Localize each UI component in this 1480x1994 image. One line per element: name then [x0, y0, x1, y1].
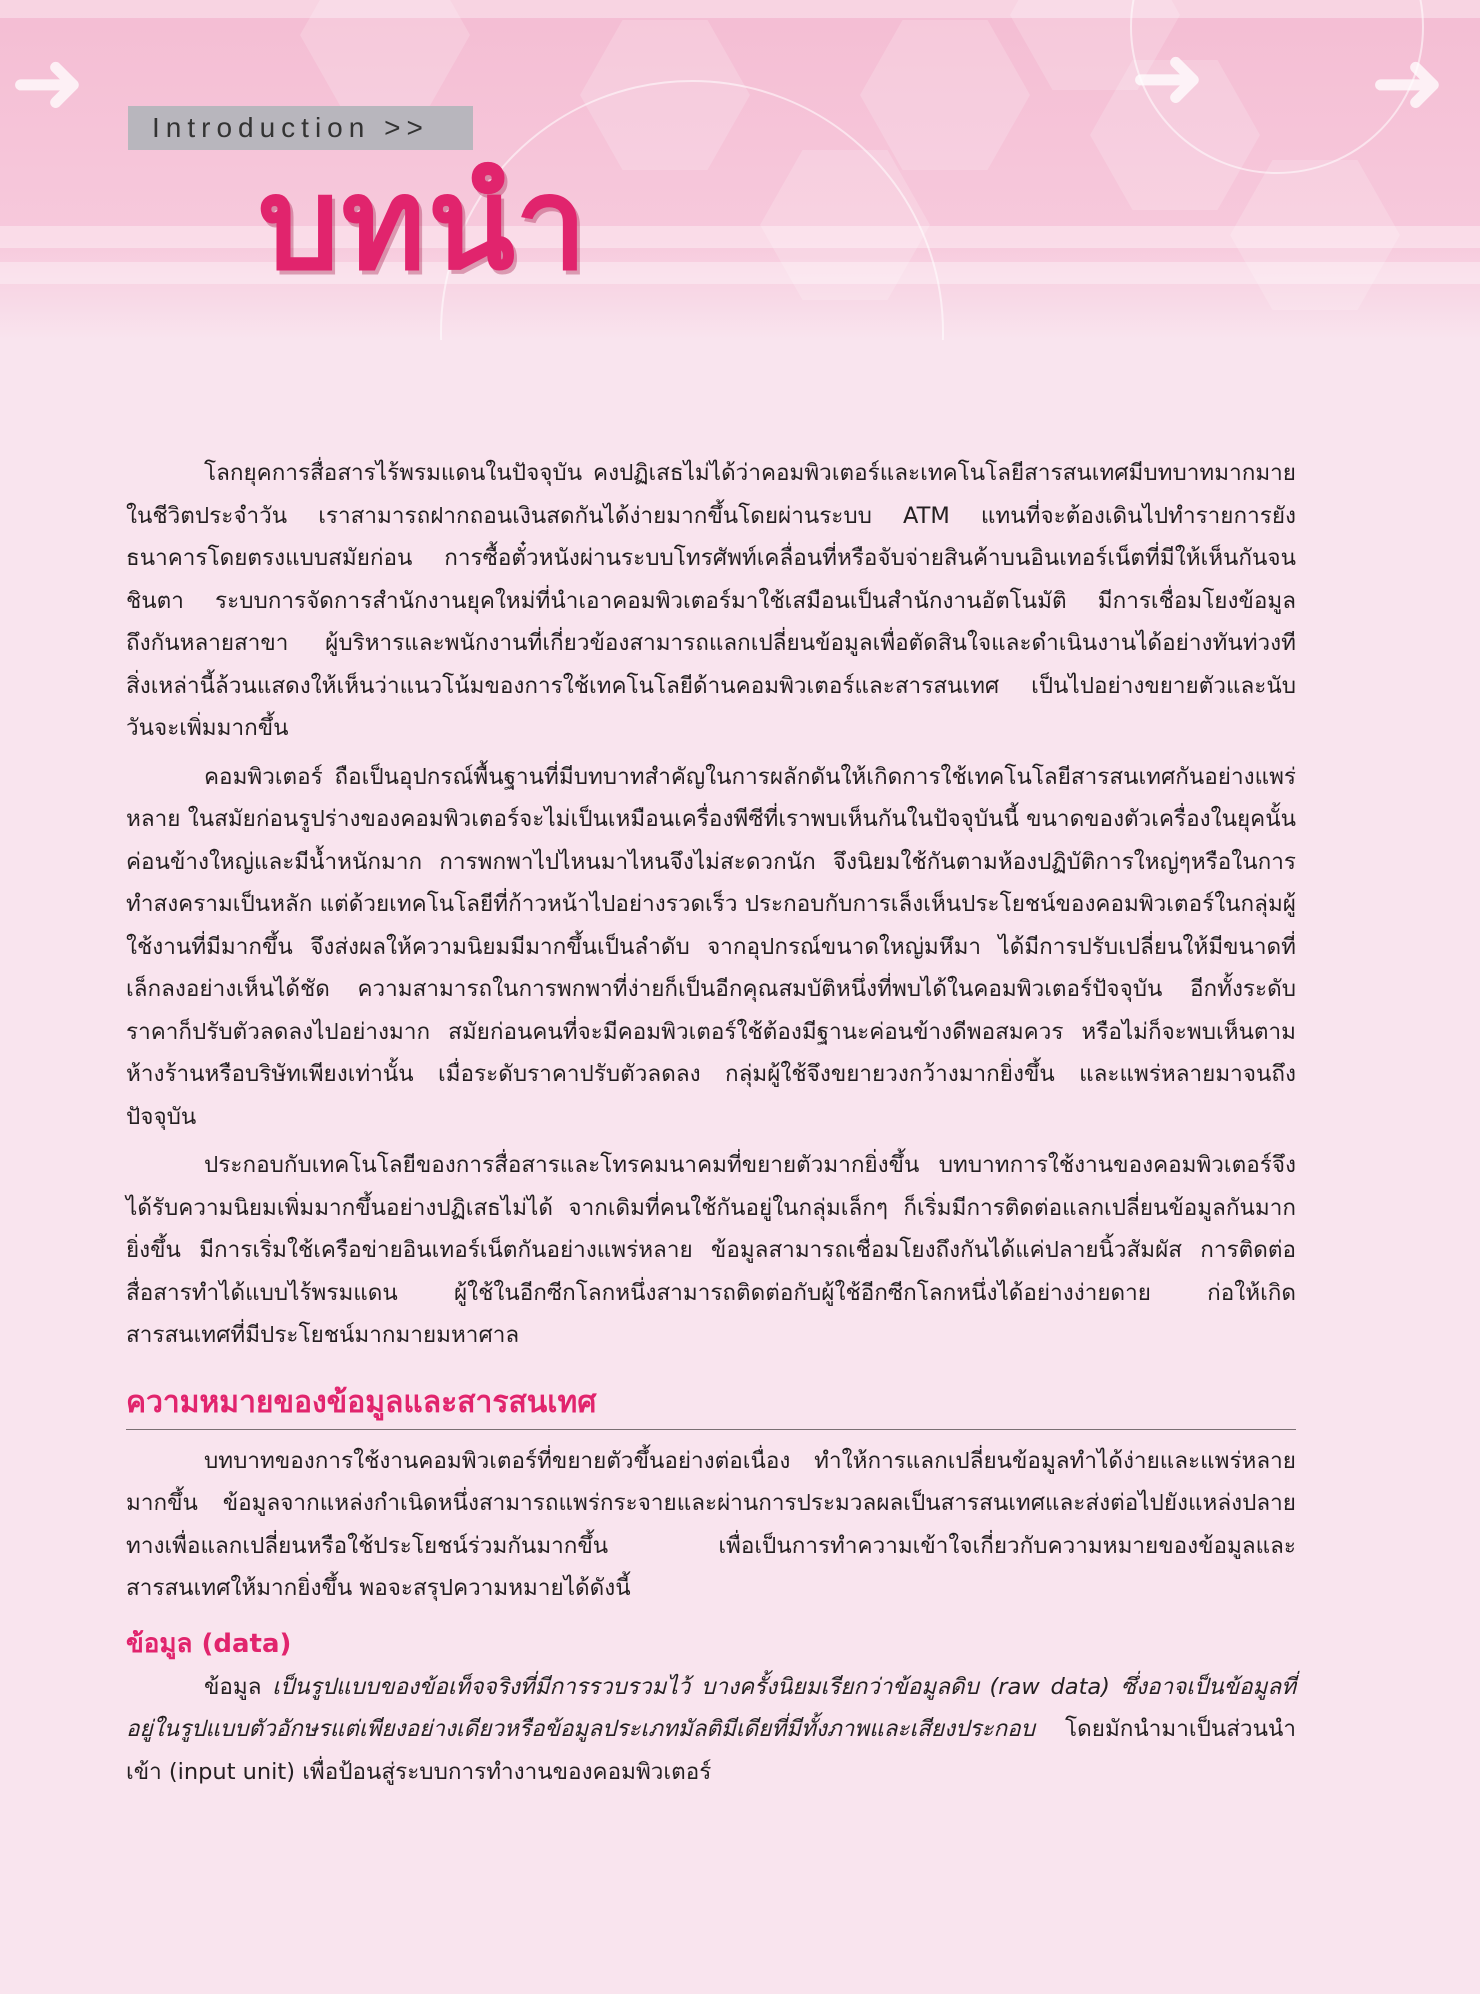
- hexagon-decoration: [860, 20, 1030, 170]
- body-content: [126, 452, 1296, 1799]
- data-definition-paragraph: [126, 1666, 1296, 1794]
- arrow-decoration-icon: ➜: [10, 30, 86, 135]
- section-heading: ความหมายของข้อมูลและสารสนเทศ: [126, 1381, 1296, 1430]
- header-banner: [0, 0, 1480, 340]
- subsection-heading: ข้อมูล (data): [126, 1628, 292, 1659]
- section-paragraph: บทบาทของการใช้งานคอมพิวเตอร์ที่ขยายตัวขึ้นอย่างต่อเนื่อง ทำให้การแลกเปลี่ยนข้อมูลทำได้ง่ายและแพร่หลายมากขึ้น ข้อมูลจากแหล่งกำเนิดหนึ่งสามารถแพร่กระจายและผ่านการประมวลผลเป็นสารสนเทศและส่งต่อไปยังแหล่งปลายทางเพื่อแลกเปลี่ยนหรือใช้ประโยชน์ร่วมกันมากขึ้น เพื่อเป็นการทำความเข้าใจเกี่ยวกับความหมายของข้อมูลและสารสนเทศให้มากยิ่งขึ้น พอจะสรุปความหมายได้ดังนี้: [126, 1447, 1296, 1601]
- hexagon-decoration: [1230, 160, 1400, 310]
- hexagon-decoration: [300, 0, 470, 110]
- arrow-decoration-icon: ➜: [1370, 30, 1446, 135]
- chapter-title: บทนำ: [258, 150, 589, 299]
- arrow-decoration-icon: ➜: [1130, 25, 1206, 130]
- definition-tail: โดยมักนำมาเป็นส่วนนำเข้า (input unit) เพื่อป้อนสู่ระบบการทำงานของคอมพิวเตอร์: [126, 1716, 1296, 1785]
- introduction-tab: Introduction >>: [128, 106, 473, 150]
- paragraph-2: คอมพิวเตอร์ ถือเป็นอุปกรณ์พื้นฐานที่มีบทบาทสำคัญในการผลักดันให้เกิดการใช้เทคโนโลยีสารสนเทศกันอย่างแพร่หลาย ในสมัยก่อนรูปร่างของคอมพิวเตอร์จะไม่เป็นเหมือนเครื่องพีซีที่เราพบเห็นกันในปัจจุบันนี้ ขนาดของตัวเครื่องในยุคนั้นค่อนข้างใหญ่และมีน้ำหนักมาก การพกพาไปไหนมาไหนจึงไม่สะดวกนัก จึงนิยมใช้กันตามห้องปฏิบัติการใหญ่ๆหรือในการทำสงครามเป็นหลัก แต่ด้วยเทคโนโลยีที่ก้าวหน้าไปอย่างรวดเร็ว ประกอบกับการเล็งเห็นประโยชน์ของคอมพิวเตอร์ในกลุ่มผู้ใช้งานที่มีมากขึ้น จึงส่งผลให้ความนิยมมีมากขึ้นเป็นลำดับ จากอุปกรณ์ขนาดใหญ่มหึมา ได้มีการปรับเปลี่ยนให้มีขนาดที่เล็กลงอย่างเห็นได้ชัด ความสามารถในการพกพาที่ง่ายก็เป็นอีกคุณสมบัติหนึ่งที่พบได้ในคอมพิวเตอร์ปัจจุบัน อีกทั้งระดับราคาก็ปรับตัวลดลงไปอย่างมาก สมัยก่อนคนที่จะมีคอมพิวเตอร์ใช้ต้องมีฐานะค่อนข้างดีพอสมควร หรือไม่ก็จะพบเห็นตามห้างร้านหรือบริษัทเพียงเท่านั้น เมื่อระดับราคาปรับตัวลดลง กลุ่มผู้ใช้จึงขยายวงกว้างมากยิ่งขึ้น และแพร่หลายมาจนถึงปัจจุบัน: [126, 763, 1296, 1130]
- definition-lead: ข้อมูล: [204, 1673, 273, 1700]
- paragraph-1: โลกยุคการสื่อสารไร้พรมแดนในปัจจุบัน คงปฏิเสธไม่ได้ว่าคอมพิวเตอร์และเทคโนโลยีสารสนเทศมีบทบาทมากมายในชีวิตประจำวัน เราสามารถฝากถอนเงินสดกันได้ง่ายมากขึ้นโดยผ่านระบบ ATM แทนที่จะต้องเดินไปทำรายการยังธนาคารโดยตรงแบบสมัยก่อน การซื้อตั๋วหนังผ่านระบบโทรศัพท์เคลื่อนที่หรือจับจ่ายสินค้าบนอินเทอร์เน็ตที่มีให้เห็นกันจนชินตา ระบบการจัดการสำนักงานยุคใหม่ที่นำเอาคอมพิวเตอร์มาใช้เสมือนเป็นสำนักงานอัตโนมัติ มีการเชื่อมโยงข้อมูลถึงกันหลายสาขา ผู้บริหารและพนักงานที่เกี่ยวข้องสามารถแลกเปลี่ยนข้อมูลเพื่อตัดสินใจและดำเนินงานได้อย่างทันท่วงที สิ่งเหล่านี้ล้วนแสดงให้เห็นว่าแนวโน้มของการใช้เทคโนโลยีด้านคอมพิวเตอร์และสารสนเทศ เป็นไปอย่างขยายตัวและนับวันจะเพิ่มมากขึ้น: [126, 460, 1296, 741]
- paragraph-3: ประกอบกับเทคโนโลยีของการสื่อสารและโทรคมนาคมที่ขยายตัวมากยิ่งขึ้น บทบาทการใช้งานของคอมพิวเตอร์จึงได้รับความนิยมเพิ่มมากขึ้นอย่างปฏิเสธไม่ได้ จากเดิมที่คนใช้กันอยู่ในกลุ่มเล็กๆ ก็เริ่มมีการติดต่อแลกเปลี่ยนข้อมูลกันมากยิ่งขึ้น มีการเริ่มใช้เครือข่ายอินเทอร์เน็ตกันอย่างแพร่หลาย ข้อมูลสามารถเชื่อมโยงถึงกันได้แค่ปลายนิ้วสัมผัส การติดต่อสื่อสารทำได้แบบไร้พรมแดน ผู้ใช้ในอีกซีกโลกหนึ่งสามารถติดต่อกับผู้ใช้อีกซีกโลกหนึ่งได้อย่างง่ายดาย ก่อให้เกิดสารสนเทศที่มีประโยชน์มากมายมหาศาล: [126, 1152, 1296, 1348]
- definition-italic-text: เป็นรูปแบบของข้อเท็จจริงที่มีการรวบรวมไว้ บางครั้งนิยมเรียกว่าข้อมูลดิบ (raw data) ซึ่งอาจเป็นข้อมูลที่อยู่ในรูปแบบตัวอักษรแต่เพียงอย่างเดียวหรือข้อมูลประเภทมัลติมีเดียที่มีทั้งภาพและเสียงประกอบ: [126, 1673, 1296, 1742]
